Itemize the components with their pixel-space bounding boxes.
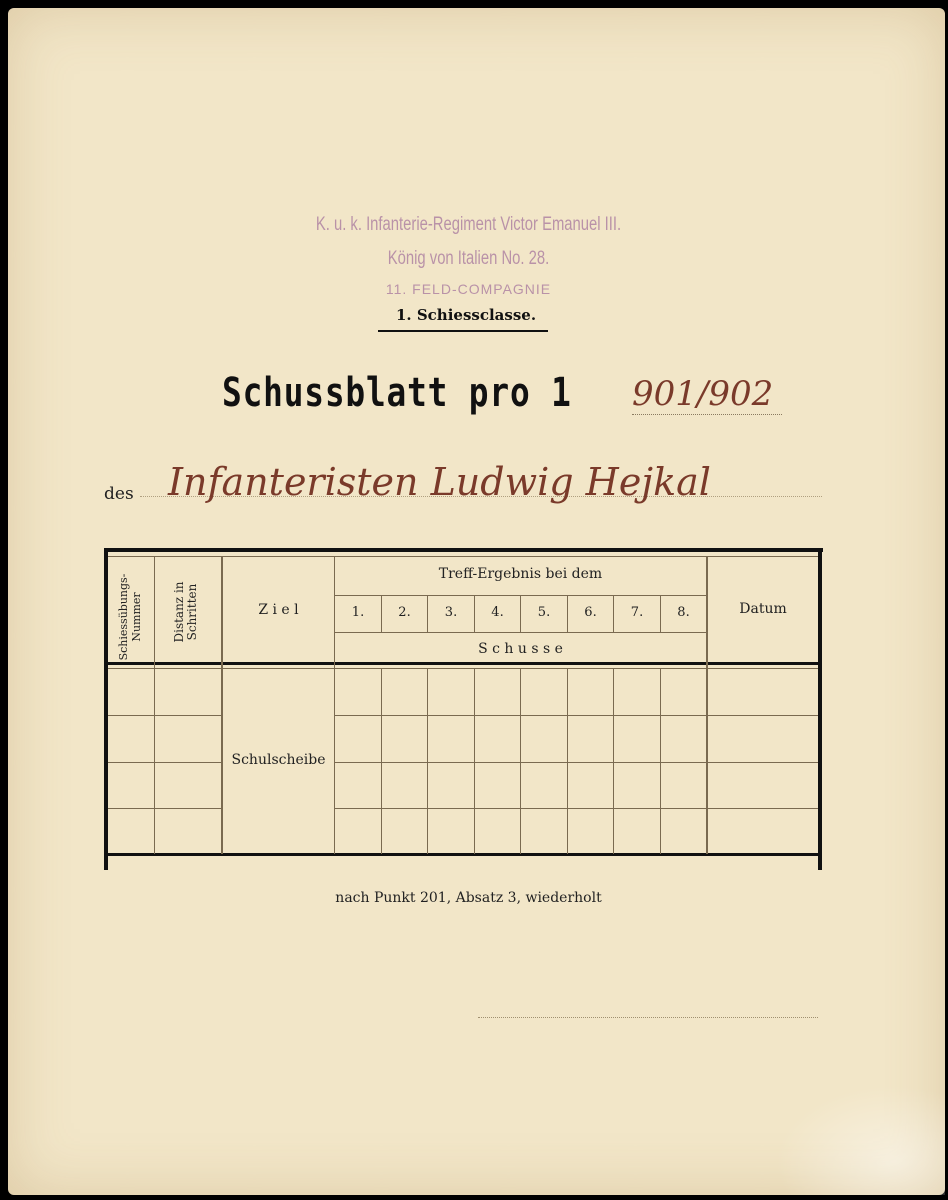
year-dotted-line [632, 414, 782, 415]
shot-label: 6. [584, 605, 597, 620]
signature-line [478, 1017, 818, 1018]
col-header-distanz [173, 562, 203, 662]
table-right-border [818, 548, 822, 870]
col-header-distanz-line2: Schritten [185, 583, 199, 641]
shot-label: 4. [491, 605, 504, 620]
shot-label: 3. [444, 605, 458, 620]
des-label: des [104, 484, 134, 504]
col-header-uebung-line2: Nummer [130, 592, 143, 642]
row-line [335, 715, 818, 716]
inner-line [108, 556, 818, 557]
row-line [335, 762, 818, 763]
shot-sep [427, 668, 428, 854]
shooting-class: 1. Schiessclasse. [395, 306, 537, 324]
shot-label: 7. [630, 605, 644, 620]
table-bottom-border [104, 853, 822, 856]
row-line [108, 715, 221, 716]
shot-sep [381, 668, 382, 854]
shot-label: 8. [677, 605, 690, 620]
ziel-value: Schulscheibe [231, 752, 326, 768]
name-handwritten[interactable]: Infanteristen Ludwig Hejkal [168, 460, 711, 504]
stamp-line-1: K. u. k. Infanterie-Regiment Victor Emanuel III. [315, 214, 622, 235]
shot-sep [660, 668, 661, 854]
row-line [108, 808, 221, 809]
footer-note: nach Punkt 201, Absatz 3, wiederholt [335, 890, 602, 906]
table-left-border [104, 548, 108, 870]
col-sep [221, 556, 223, 854]
table-top-border [104, 548, 823, 552]
class-underline [378, 330, 548, 332]
shot-sep [613, 668, 614, 854]
shot-label: 2. [398, 605, 411, 620]
col-header-ziel: Z i e l [258, 602, 299, 618]
col-header-uebung-line1: Schiessübungs- [117, 573, 130, 661]
page-title: Schussblatt pro 1 [222, 370, 572, 416]
shot-label: 1. [351, 605, 365, 620]
stamp-line-2: König von Italien No. 28. [387, 248, 550, 269]
inner-line [108, 668, 818, 669]
stamp-line-3: 11. FELD-COMPAGNIE [385, 281, 552, 297]
col-header-datum: Datum [739, 601, 787, 617]
header-line [335, 632, 706, 633]
col-sep [334, 556, 335, 854]
row-line [108, 762, 221, 763]
col-header-distanz-line1: Distanz in [172, 581, 186, 643]
shot-sep [474, 668, 475, 854]
year-handwritten: 901/902 [632, 374, 774, 414]
shot-sep [520, 668, 521, 854]
col-header-uebung [117, 567, 145, 667]
shot-sep [567, 668, 568, 854]
schusse-label: S c h u s s e [478, 641, 563, 657]
shot-label: 5. [537, 605, 551, 620]
col-sep [154, 556, 155, 854]
header-line [335, 595, 706, 596]
row-line [335, 808, 818, 809]
header-separator [104, 662, 822, 665]
treff-header: Treff-Ergebnis bei dem [438, 566, 603, 582]
